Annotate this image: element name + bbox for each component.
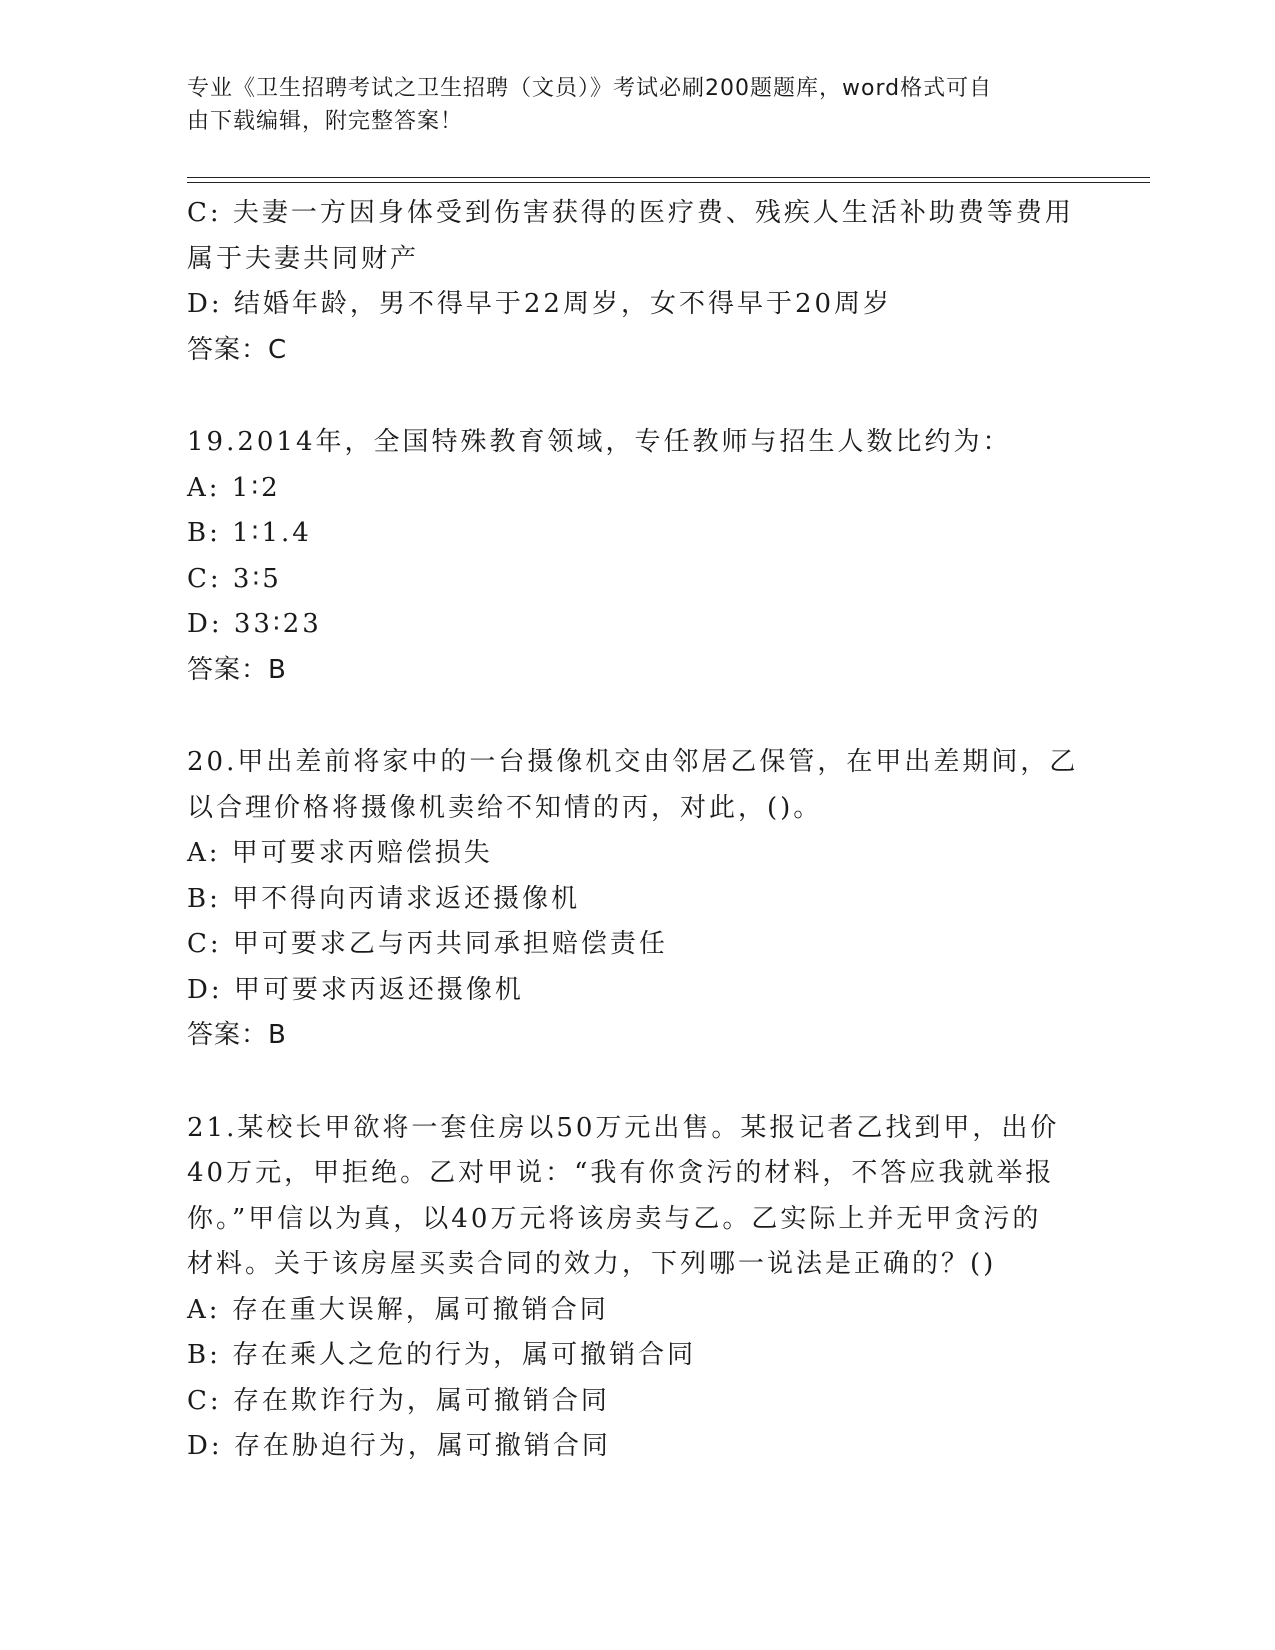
option-c-continued: 属于夫妻共同财产 [187,243,420,274]
question-stem-continued: 以合理价格将摄像机卖给不知情的丙，对此，()。 [187,792,823,823]
option-d: D: 存在胁迫行为，属可撤销合同 [187,1431,611,1461]
question-stem-continued: 材料。关于该房屋买卖合同的效力，下列哪一说法是正确的？() [187,1249,997,1279]
header-divider-top [187,177,1150,178]
option-a: A: 甲可要求丙赔偿损失 [187,838,493,868]
question-content [187,191,1087,1470]
option-d: D: 结婚年龄，男不得早于22周岁，女不得早于20周岁 [187,289,893,319]
header-line-1: 专业《卫生招聘考试之卫生招聘（文员）》考试必刷200题题库，word格式可自 [187,76,993,101]
option-d: D: 33∶23 [187,609,322,639]
option-c: C: 甲可要求乙与丙共同承担赔偿责任 [187,929,668,959]
question-stem-continued: 你。”甲信以为真，以40万元将该房卖与乙。乙实际上并无甲贪污的 [187,1203,1042,1234]
option-b: B: 存在乘人之危的行为，属可撤销合同 [187,1340,697,1370]
question-stem: 20.甲出差前将家中的一台摄像机交由邻居乙保管，在甲出差期间，乙 [187,747,1079,777]
option-b: B: 1∶1.4 [187,518,312,548]
document-header [187,72,1067,138]
header-divider-bottom [187,182,1150,183]
header-line-2: 由下载编辑，附完整答案！ [187,109,464,134]
question-21 [187,1106,1087,1470]
option-c: C: 3∶5 [187,563,282,594]
question-19 [187,420,1087,693]
option-c: C: 夫妻一方因身体受到伤害获得的医疗费、残疾人生活补助费等费用 [187,198,1074,228]
spacer [187,693,1087,740]
option-c: C: 存在欺诈行为，属可撤销合同 [187,1385,610,1416]
answer-label: 答案：B [187,1020,287,1050]
question-20 [187,740,1087,1059]
question-stem: 19.2014年，全国特殊教育领域，专任教师与招生人数比约为： [187,427,1012,457]
question-18-continued [187,191,1087,373]
spacer [187,1059,1087,1106]
question-stem: 21.某校长甲欲将一套住房以50万元出售。某报记者乙找到甲，出价 [187,1112,1060,1143]
option-b: B: 甲不得向丙请求返还摄像机 [187,883,581,914]
answer-label: 答案：C [187,334,288,365]
option-a: A: 1∶2 [187,472,281,503]
question-stem-continued: 40万元，甲拒绝。乙对甲说：“我有你贪污的材料，不答应我就举报 [187,1158,1055,1188]
answer-label: 答案：B [187,654,287,685]
option-a: A: 存在重大误解，属可撤销合同 [187,1294,609,1325]
option-d: D: 甲可要求丙返还摄像机 [187,974,524,1005]
spacer [187,373,1087,420]
